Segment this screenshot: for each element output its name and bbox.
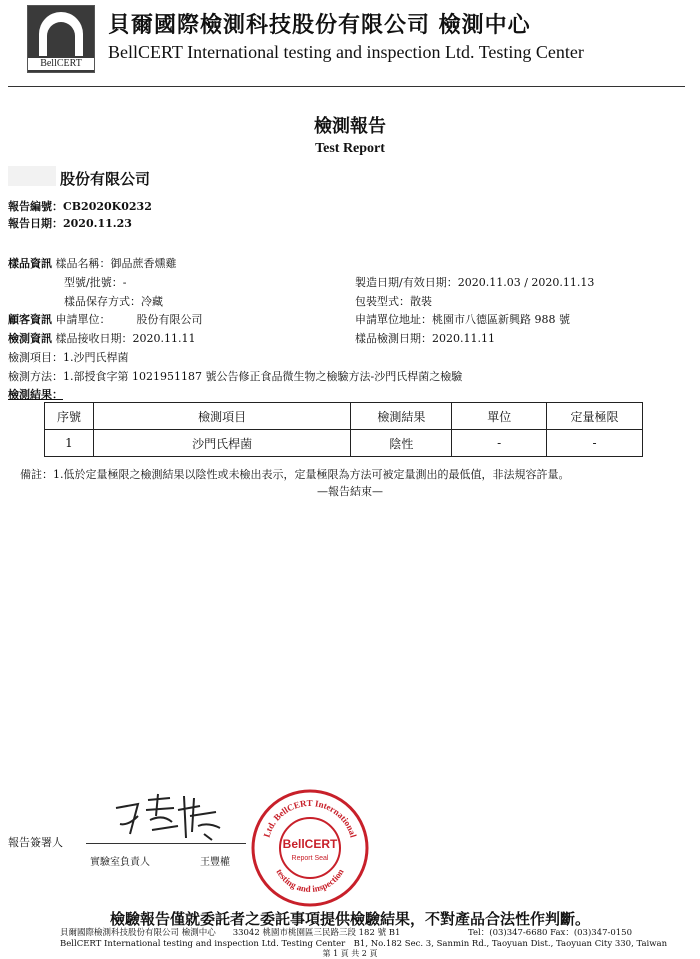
seal-bottom-text: testing and inspection <box>274 867 346 895</box>
storage-row <box>64 293 163 309</box>
model-value: - <box>122 276 127 289</box>
address-row <box>355 311 570 327</box>
package-label: 包裝型式： <box>355 295 410 308</box>
report-no-label: 報告編號： <box>8 200 63 213</box>
model-label: 型號/批號： <box>64 276 123 289</box>
sample-section-label: 樣品資訊 <box>8 257 52 270</box>
report-end: —報告結束— <box>317 485 383 498</box>
seal-top-text: Ltd. BellCERT International <box>261 797 359 839</box>
received-label: 樣品接收日期： <box>55 332 133 345</box>
report-date-row <box>8 215 132 231</box>
cell-result: 陰性 <box>351 430 452 457</box>
results-table <box>44 402 643 457</box>
package-value: 散裝 <box>410 295 432 308</box>
items-value: 1.沙門氏桿菌 <box>63 351 129 364</box>
header-company-en: BellCERT International testing and inspection Ltd. Testing Center <box>108 42 584 62</box>
client-company: 股份有限公司 <box>60 170 151 188</box>
report-no-row <box>8 198 152 214</box>
method-value: 1.部授食字第 1021951187 號公告修正食品微生物之檢驗方法-沙門氏桿菌之檢驗 <box>63 370 463 383</box>
results-header-row <box>45 403 643 430</box>
note-text: 備註：1.低於定量極限之檢測結果以陰性或未檢出表示，定量極限為方法可被定量測出的最低值，非法規容許量。 <box>20 468 570 481</box>
customer-section-label: 顧客資訊 <box>8 313 52 326</box>
col-header-result: 檢測結果 <box>351 403 452 430</box>
handwritten-signature <box>108 786 228 846</box>
mfg-value: 2020.11.03 / 2020.11.13 <box>457 276 595 289</box>
seal-center-text: BellCERT <box>282 837 338 851</box>
results-label: 檢測結果： <box>8 388 63 401</box>
signer-label: 報告簽署人 <box>8 836 63 849</box>
applicant-label: 申請單位： <box>55 313 111 326</box>
signer-role: 實驗室負責人 <box>90 857 150 868</box>
report-title-cn: 檢測報告 <box>314 116 386 137</box>
company-logo <box>27 5 95 73</box>
model-row <box>64 274 126 290</box>
items-label: 檢測項目： <box>8 351 63 364</box>
col-header-item: 檢測項目 <box>93 403 351 430</box>
sample-name-label: 樣品名稱： <box>55 257 111 270</box>
footer-address-en: BellCERT International testing and inspection Ltd. Testing Center B1, No.182 Sec. 3, Sanmin Rd., Taoyuan Dist., Taoyuan City 330, Taiwan <box>60 939 668 949</box>
report-seal <box>250 788 370 908</box>
address-value: 桃園市八德區新興路 988 號 <box>432 313 570 326</box>
footer-address-cn: 貝爾國際檢測科技股份有限公司 檢測中心 33042 桃園市桃園區三民路三段 182 號 B1 <box>60 928 401 938</box>
svg-text:testing and inspection <box>274 867 345 894</box>
tested-label: 樣品檢測日期： <box>355 332 432 345</box>
package-row <box>355 293 432 309</box>
storage-value: 冷藏 <box>141 295 163 308</box>
tested-row <box>355 330 495 346</box>
sample-name: 御品蔗香燻雞 <box>110 257 177 270</box>
cell-item: 沙門氏桿菌 <box>93 430 351 457</box>
footer-contact: Tel：(03)347-6680 Fax：(03)347-0150 <box>468 928 632 938</box>
received-row <box>8 330 195 346</box>
seal-sub-text: Report Seal <box>291 855 329 862</box>
report-date-label: 報告日期： <box>8 217 63 230</box>
received-value: 2020.11.11 <box>132 332 196 345</box>
testing-section-label: 檢測資訊 <box>8 332 52 345</box>
logo-text: BellCERT <box>28 58 94 70</box>
sample-name-row <box>8 255 177 271</box>
tested-value: 2020.11.11 <box>432 332 495 345</box>
mfg-label: 製造日期/有效日期： <box>355 276 458 289</box>
items-row <box>8 349 129 365</box>
report-title-en: Test Report <box>315 141 385 156</box>
cell-unit: - <box>452 430 547 457</box>
method-label: 檢測方法： <box>8 370 63 383</box>
mfg-row <box>355 274 594 290</box>
cell-loq: - <box>547 430 643 457</box>
method-row <box>8 368 462 384</box>
col-header-no: 序號 <box>45 403 94 430</box>
disclaimer: 檢驗報告僅就委託者之委託事項提供檢驗結果，不對產品合法性作判斷。 <box>109 910 590 928</box>
signer-name: 王豐權 <box>200 857 230 868</box>
applicant-value: 股份有限公司 <box>136 313 203 326</box>
storage-label: 樣品保存方式： <box>64 295 141 308</box>
col-header-unit: 單位 <box>452 403 547 430</box>
signature-line <box>86 843 246 844</box>
cell-no: 1 <box>45 430 94 457</box>
report-date: 2020.11.23 <box>63 217 132 230</box>
page-number: 第 1 頁 共 2 頁 <box>322 949 378 958</box>
address-label: 申請單位地址： <box>355 313 432 326</box>
table-row <box>45 430 643 457</box>
customer-row <box>8 311 203 327</box>
report-no: CB2020K0232 <box>63 200 152 213</box>
header-divider <box>8 86 685 87</box>
redacted-area <box>8 166 56 186</box>
col-header-loq: 定量極限 <box>547 403 643 430</box>
header-company-cn: 貝爾國際檢測科技股份有限公司 檢測中心 <box>108 12 531 38</box>
